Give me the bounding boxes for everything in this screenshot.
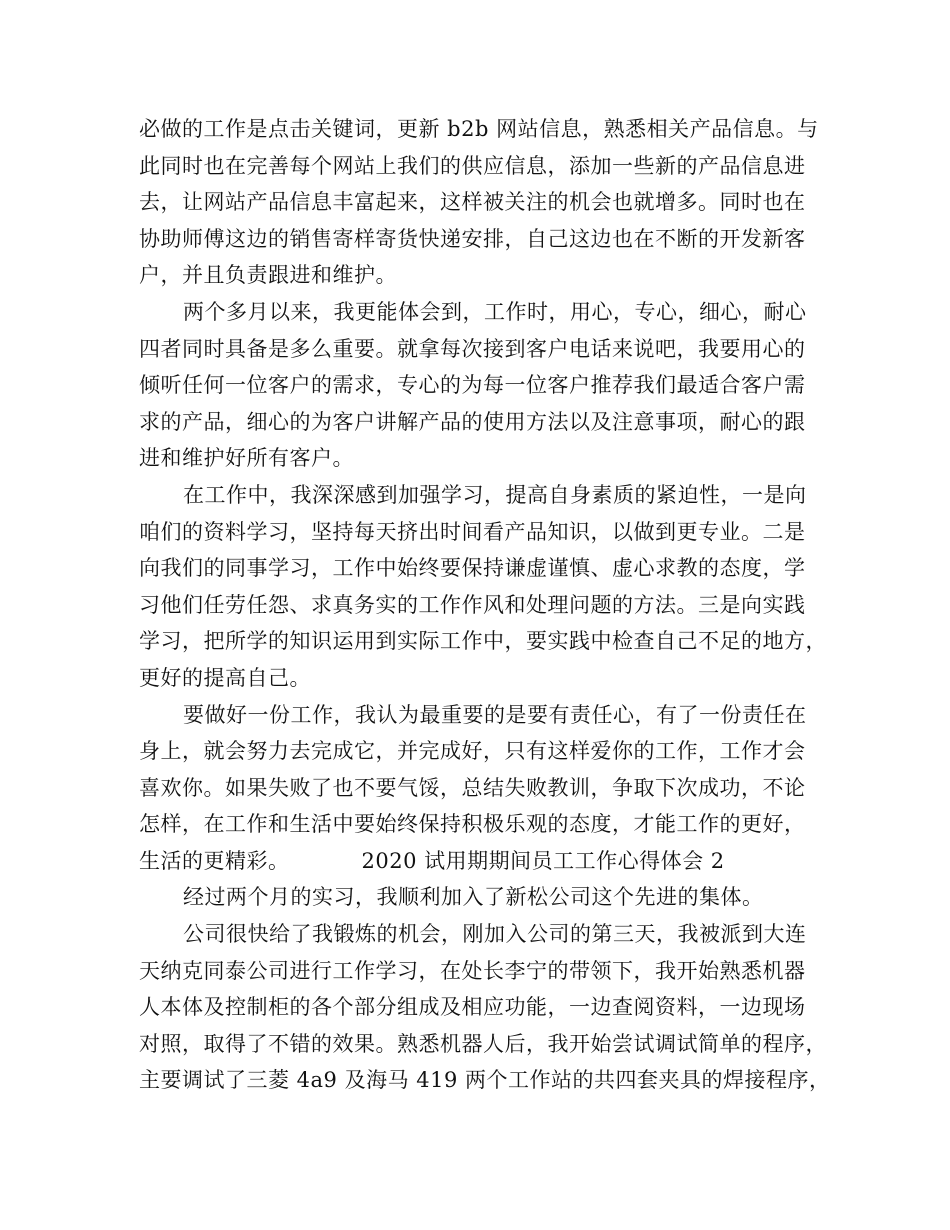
text-line: 经过两个月的实习，我顺利加入了新松公司这个先进的集体。 (183, 885, 764, 910)
paragraph (139, 111, 829, 294)
text-line: 向我们的同事学习，工作中始终要保持谦虚谨慎、虚心求教的态度，学 (139, 556, 806, 581)
text-line: 习他们任劳任怨、求真务实的工作作风和处理问题的方法。三是向实践 (139, 592, 806, 617)
text-line: 天纳克同泰公司进行工作学习，在处长李宁的带领下，我开始熟悉机器 (139, 958, 806, 983)
text-line: 喜欢你。如果失败了也不要气馁，总结失败教训，争取下次成功，不论 (139, 775, 806, 800)
text-line: 人本体及控制柜的各个部分组成及相应功能，一边查阅资料，一边现场 (139, 995, 806, 1020)
text-line: 户，并且负责跟进和维护。 (139, 263, 397, 288)
paragraph (139, 294, 829, 477)
text-line: 协助师傅这边的销售寄样寄货快递安排，自己这边也在不断的开发新客 (139, 226, 806, 251)
text-line: 倾听任何一位客户的需求，专心的为每一位客户推荐我们最适合客户需 (139, 373, 806, 398)
text-line: 四者同时具备是多么重要。就拿每次接到客户电话来说吧，我要用心的 (139, 336, 806, 361)
text-fragment: 生活的更精彩。 (139, 848, 290, 873)
text-line: 两个多月以来，我更能体会到，工作时，用心，专心，细心，耐心 (183, 299, 807, 324)
text-line: 更好的提高自己。 (139, 665, 311, 690)
text-line: 此同时也在完善每个网站上我们的供应信息，添加一些新的产品信息进 (139, 153, 806, 178)
text-line: 咱们的资料学习，坚持每天挤出时间看产品知识，以做到更专业。二是 (139, 519, 806, 544)
text-line: 主要调试了三菱 4a9 及海马 419 两个工作站的共四套夹具的焊接程序， (139, 1068, 831, 1093)
paragraph (139, 477, 829, 697)
text-line: 必做的工作是点击关键词，更新 b2b 网站信息，熟悉相关产品信息。与 (139, 117, 819, 141)
section-title: 2020 试用期期间员工工作心得体会 2 (361, 848, 725, 873)
text-line-with-title (139, 843, 829, 880)
text-line: 对照，取得了不错的效果。熟悉机器人后，我开始尝试调试简单的程序， (139, 1031, 827, 1056)
text-line: 学习，把所学的知识运用到实际工作中，要实践中检查自己不足的地方， (139, 629, 827, 654)
text-line: 在工作中，我深深感到加强学习，提高自身素质的紧迫性，一是向 (183, 482, 807, 507)
text-line: 怎样，在工作和生活中要始终保持积极乐观的态度，才能工作的更好， (139, 812, 806, 837)
paragraph (139, 879, 829, 916)
paragraph (139, 697, 829, 880)
text-line: 公司很快给了我锻炼的机会，刚加入公司的第三天，我被派到大连 (183, 922, 807, 947)
text-line: 身上，就会努力去完成它，并完成好，只有这样爱你的工作，工作才会 (139, 739, 806, 764)
text-line: 进和维护好所有客户。 (139, 446, 354, 471)
text-line: 要做好一份工作，我认为最重要的是要有责任心，有了一份责任在 (183, 702, 807, 727)
text-line: 去，让网站产品信息丰富起来，这样被关注的机会也就增多。同时也在 (139, 190, 806, 215)
document-body (139, 111, 829, 1099)
text-line: 求的产品，细心的为客户讲解产品的使用方法以及注意事项，耐心的跟 (139, 409, 806, 434)
paragraph (139, 916, 829, 1099)
